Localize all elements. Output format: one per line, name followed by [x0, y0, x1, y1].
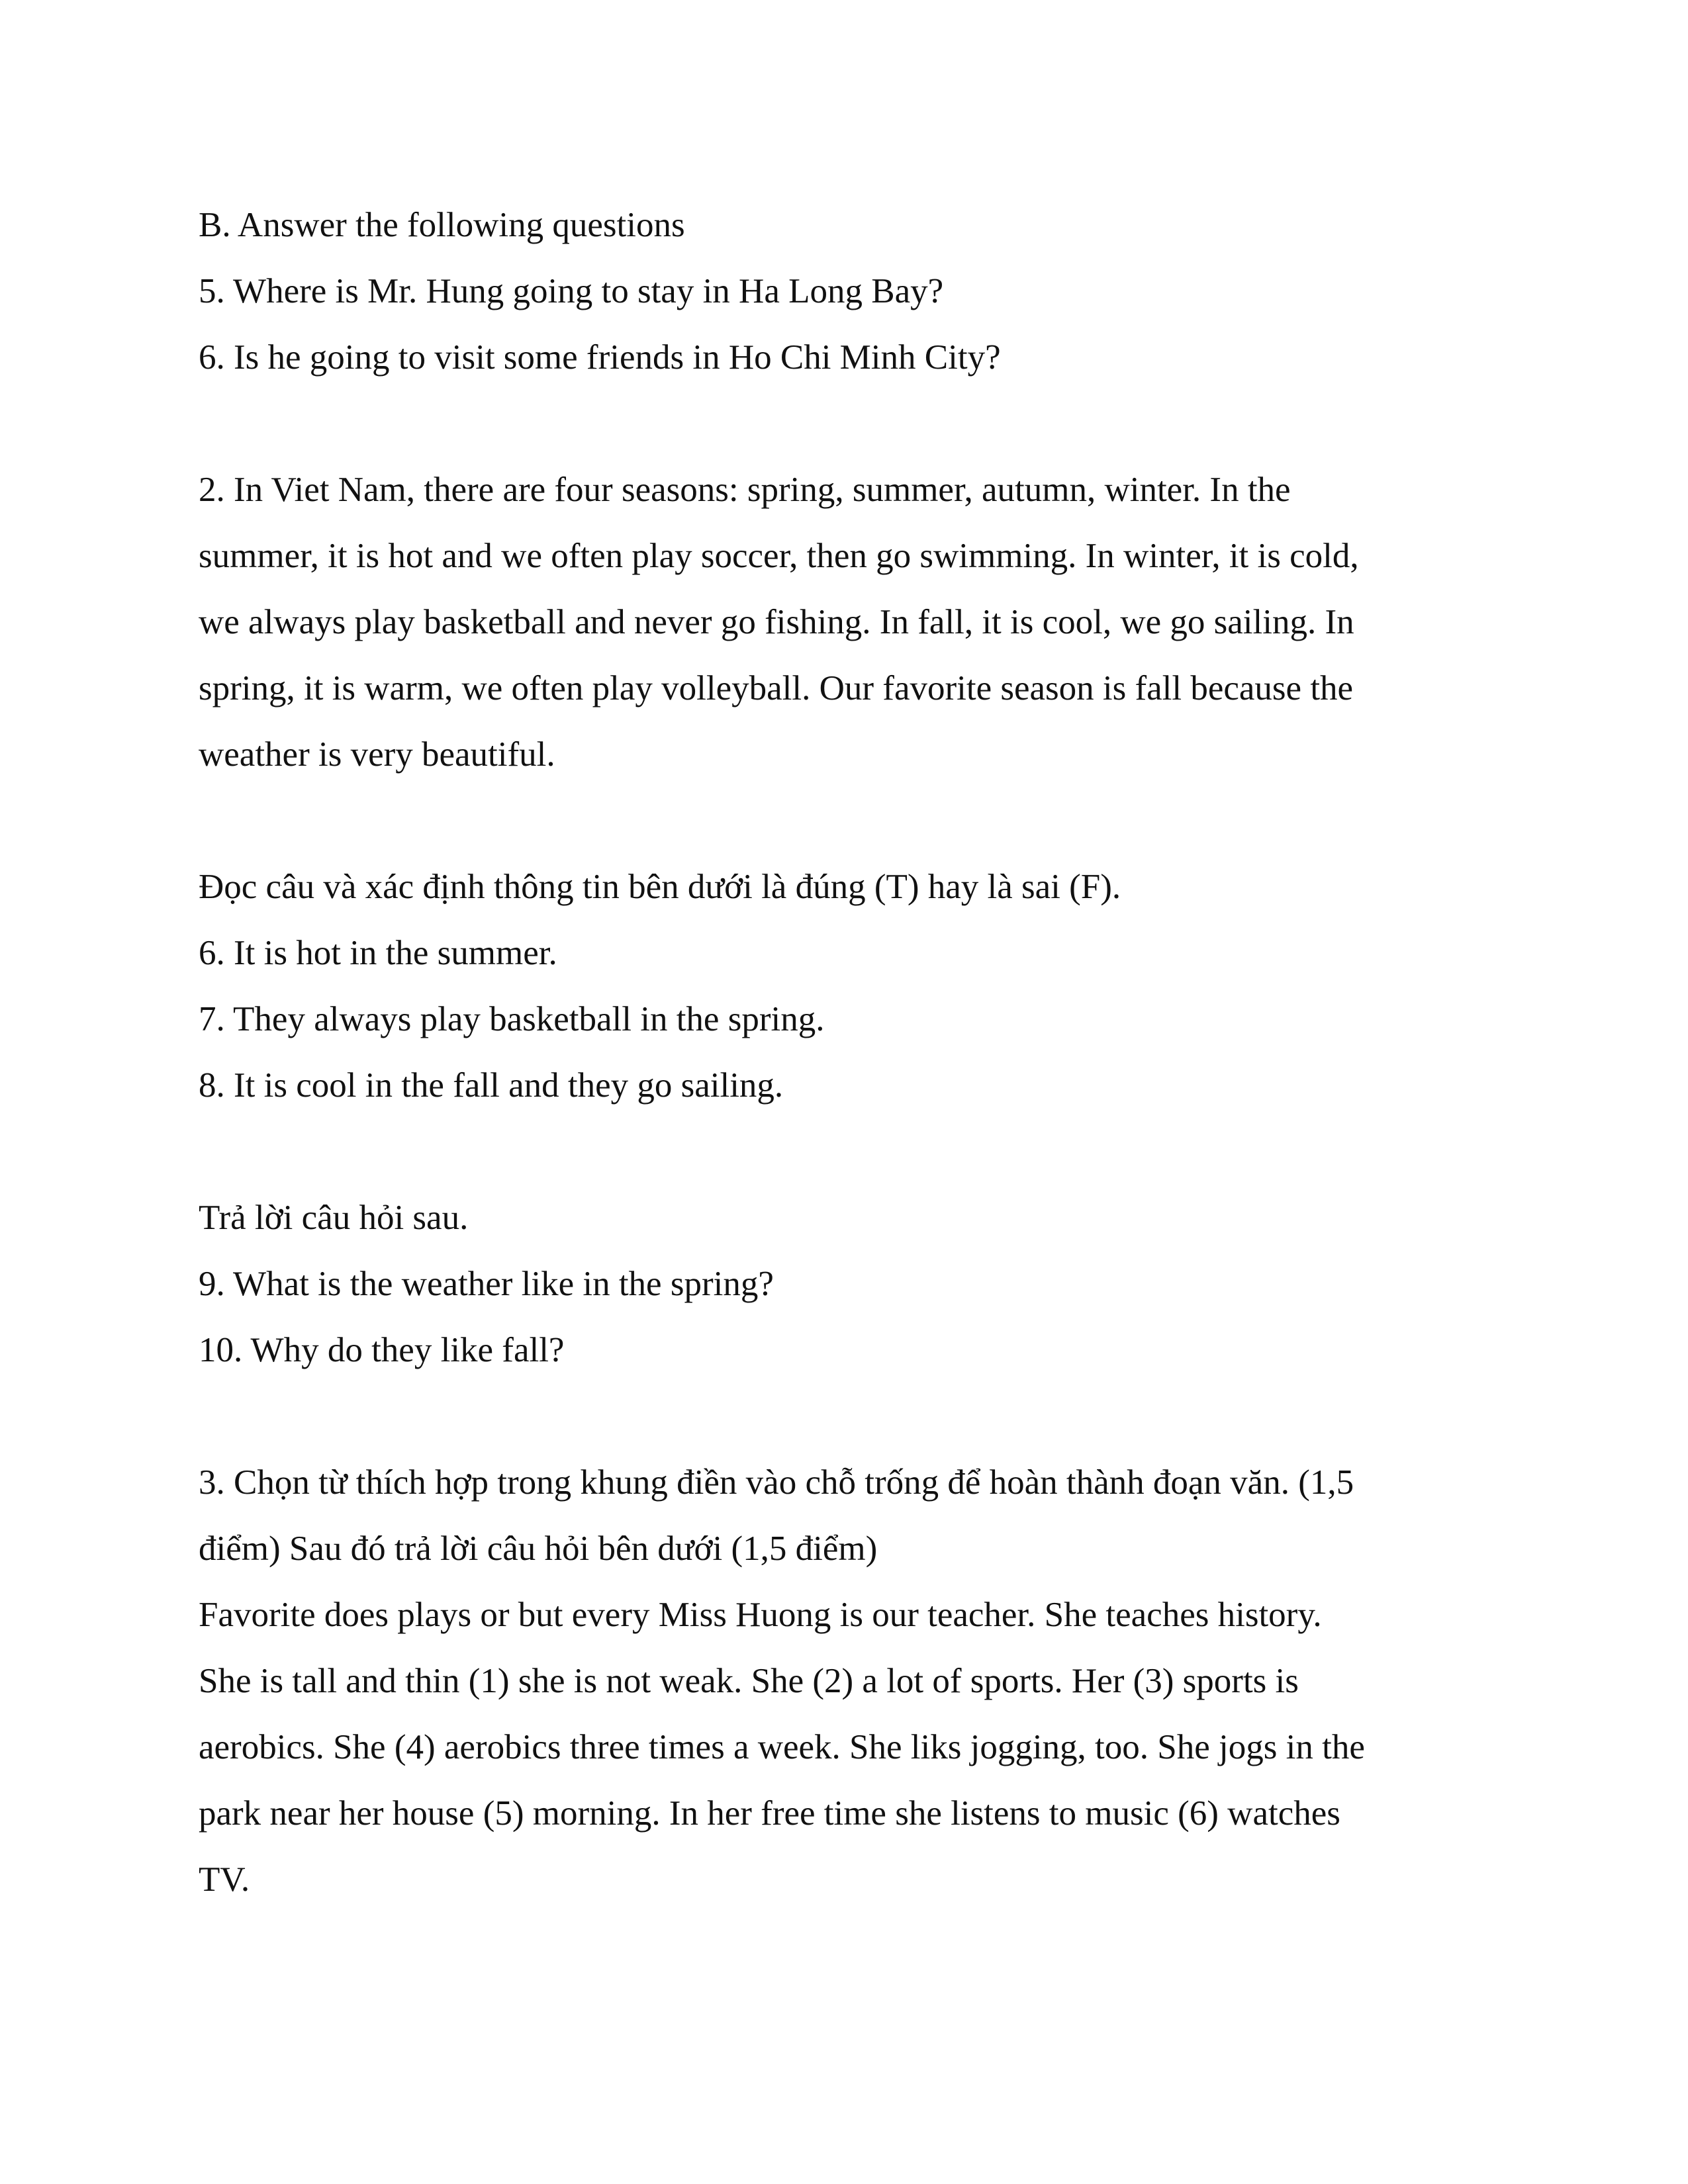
question-6: 6. Is he going to visit some friends in Ho Chi Minh City?	[199, 338, 1001, 377]
passage-line: 2. In Viet Nam, there are four seasons: spring, summer, autumn, winter. In the	[199, 471, 1291, 509]
section-3	[199, 1449, 1489, 1913]
section-3-passage-line: Favorite does plays or but every Miss Huong is our teacher. She teaches history.	[199, 1596, 1322, 1634]
passage-line: spring, it is warm, we often play volleyball. Our favorite season is fall because the	[199, 669, 1354, 707]
passage-line: weather is very beautiful.	[199, 735, 555, 774]
question-5: 5. Where is Mr. Hung going to stay in Ha Long Bay?	[199, 272, 944, 310]
spacer	[199, 1118, 1489, 1185]
spacer	[199, 390, 1489, 457]
section-3-instruction: điểm) Sau đó trả lời câu hỏi bên dưới (1,5 điểm)	[199, 1529, 878, 1568]
spacer	[199, 788, 1489, 854]
section-b	[199, 192, 1489, 390]
section-2-passage	[199, 457, 1489, 788]
answer-section	[199, 1185, 1489, 1383]
true-false-item-6: 6. It is hot in the summer.	[199, 934, 557, 972]
answer-instruction: Trả lời câu hỏi sau.	[199, 1199, 469, 1237]
spacer	[199, 1383, 1489, 1449]
true-false-section	[199, 854, 1489, 1118]
passage-line: summer, it is hot and we often play soccer, then go swimming. In winter, it is cold,	[199, 537, 1359, 575]
section-3-passage-line: aerobics. She (4) aerobics three times a week. She liks jogging, too. She jogs in the	[199, 1728, 1365, 1766]
passage-line: we always play basketball and never go fishing. In fall, it is cool, we go sailing. In	[199, 603, 1354, 641]
true-false-item-7: 7. They always play basketball in the spring.	[199, 1000, 825, 1038]
true-false-instruction: Đọc câu và xác định thông tin bên dưới là đúng (T) hay là sai (F).	[199, 868, 1121, 906]
section-3-passage-line: TV.	[199, 1860, 250, 1899]
question-9: 9. What is the weather like in the spring?	[199, 1265, 774, 1303]
section-3-instruction: 3. Chọn từ thích hợp trong khung điền vào chỗ trống để hoàn thành đoạn văn. (1,5	[199, 1463, 1354, 1502]
section-3-passage-line: She is tall and thin (1) she is not weak. She (2) a lot of sports. Her (3) sports is	[199, 1662, 1299, 1700]
section-b-heading: B. Answer the following questions	[199, 206, 685, 244]
true-false-item-8: 8. It is cool in the fall and they go sailing.	[199, 1066, 784, 1105]
document-page	[199, 192, 1489, 1913]
question-10: 10. Why do they like fall?	[199, 1331, 565, 1369]
section-3-passage-line: park near her house (5) morning. In her free time she listens to music (6) watches	[199, 1794, 1340, 1833]
